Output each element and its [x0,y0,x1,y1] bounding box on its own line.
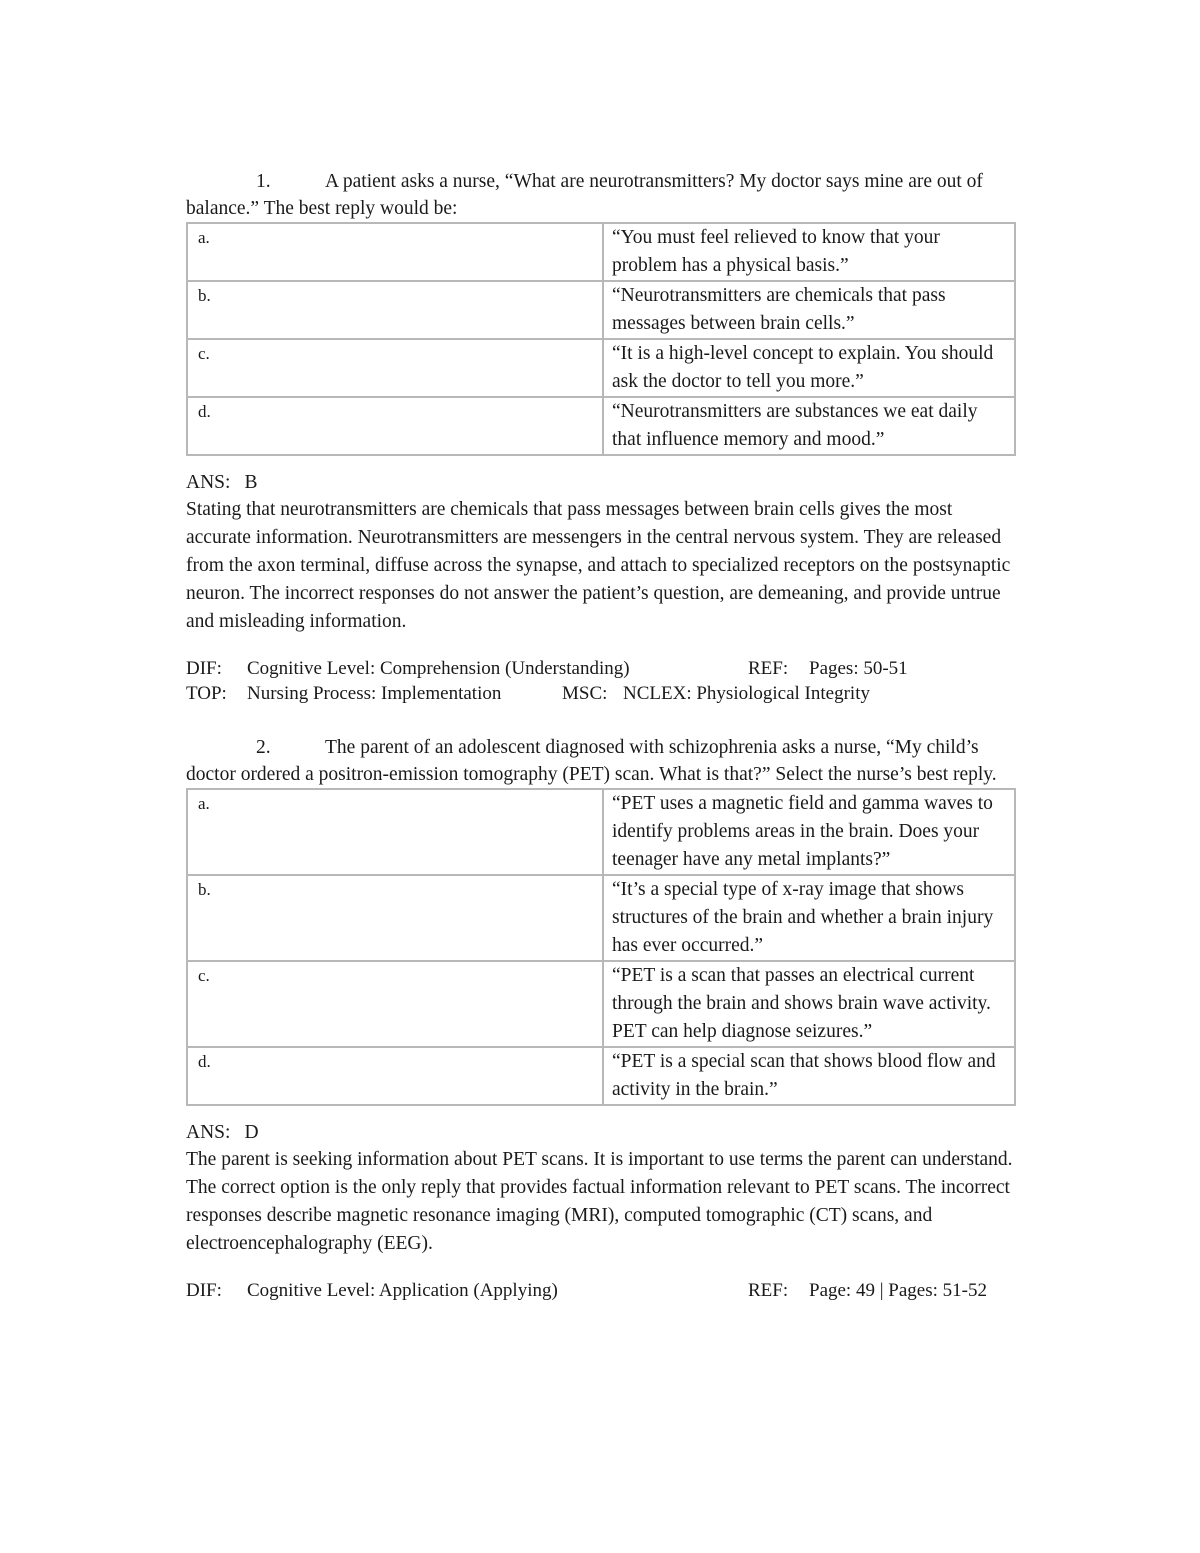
option-letter: c. [187,339,603,397]
top-value: Nursing Process: Implementation [247,683,502,704]
meta-line-dif [186,656,1016,681]
option-text: “It is a high-level concept to explain. You should ask the doctor to tell you more.” [603,339,1015,397]
question-number: 1. [256,171,271,192]
option-text: “You must feel relieved to know that your problem has a physical basis.” [603,223,1015,281]
option-text: “Neurotransmitters are substances we eat daily that influence memory and mood.” [603,397,1015,455]
option-letter: b. [187,875,603,961]
option-letter: c. [187,961,603,1047]
meta-line-dif [186,1278,1016,1303]
option-letter: d. [187,1047,603,1105]
question-text: A patient asks a nurse, “What are neurotransmitters? My doctor says mine are out of balance.” The best reply would be: [186,171,983,219]
option-letter: d. [187,397,603,455]
option-row [187,281,1015,339]
dif-label: DIF: [186,1280,222,1301]
option-row [187,961,1015,1047]
option-text: “PET uses a magnetic field and gamma waves to identify problems areas in the brain. Does your teenager have any metal implants?” [603,789,1015,875]
question-1 [186,168,1016,706]
option-text: “PET is a special scan that shows blood flow and activity in the brain.” [603,1047,1015,1105]
rationale: The parent is seeking information about PET scans. It is important to use terms the parent can understand. The correct option is the only reply that provides factual information relevant to PET scans. The incorrect responses describe magnetic resonance imaging (MRI), computed tomographic (CT) scans, and electroencephalography (EEG). [186,1149,1013,1254]
option-letter: b. [187,281,603,339]
options-table [186,788,1016,1106]
answer-line [186,470,1016,496]
question-2 [186,734,1016,1303]
question-stem [186,734,1016,788]
meta-line-top [186,681,1016,706]
option-row [187,339,1015,397]
question-stem [186,168,1016,222]
msc-label: MSC: [562,683,608,704]
answer-value: B [244,472,258,493]
option-row [187,789,1015,875]
option-row [187,875,1015,961]
answer-line [186,1120,1016,1146]
options-table [186,222,1016,456]
answer-label: ANS: [186,472,231,493]
ref-value: Page: 49 | Pages: 51-52 [809,1280,987,1301]
option-row [187,223,1015,281]
question-number: 2. [256,737,271,758]
ref-value: Pages: 50-51 [809,658,908,679]
option-letter: a. [187,789,603,875]
option-row [187,397,1015,455]
ref-label: REF: [748,1280,789,1301]
rationale: Stating that neurotransmitters are chemicals that pass messages between brain cells gives the most accurate information. Neurotransmitters are messengers in the central nervous system. They are released from the axon terminal, diffuse across the synapse, and attach to specialized receptors on the postsynaptic neuron. The incorrect responses do not answer the patient’s question, are demeaning, and provide untrue and misleading information. [186,499,1011,632]
dif-value: Cognitive Level: Application (Applying) [247,1280,558,1301]
option-text: “It’s a special type of x-ray image that shows structures of the brain and whether a brain injury has ever occurred.” [603,875,1015,961]
dif-label: DIF: [186,658,222,679]
document-page [186,168,1016,1303]
dif-value: Cognitive Level: Comprehension (Understanding) [247,658,630,679]
option-text: “PET is a scan that passes an electrical current through the brain and shows brain wave activity. PET can help diagnose seizures.” [603,961,1015,1047]
answer-value: D [244,1122,259,1143]
ref-label: REF: [748,658,789,679]
msc-value: NCLEX: Physiological Integrity [623,683,870,704]
question-text: The parent of an adolescent diagnosed with schizophrenia asks a nurse, “My child’s doctor ordered a positron-emission tomography (PET) scan. What is that?” Select the nurse’s best reply. [186,737,997,785]
answer-label: ANS: [186,1122,231,1143]
option-letter: a. [187,223,603,281]
top-label: TOP: [186,683,227,704]
option-text: “Neurotransmitters are chemicals that pass messages between brain cells.” [603,281,1015,339]
option-row [187,1047,1015,1105]
